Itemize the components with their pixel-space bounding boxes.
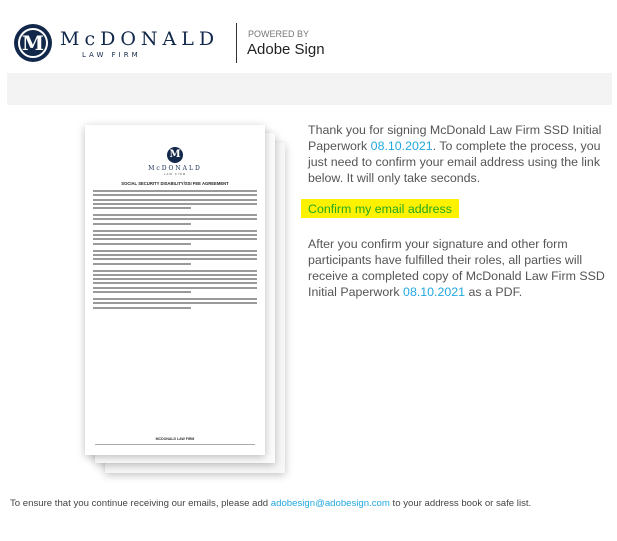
document-text-line bbox=[93, 307, 191, 309]
document-text-line bbox=[93, 287, 257, 289]
document-text-line bbox=[93, 203, 257, 205]
document-paragraph bbox=[93, 190, 257, 209]
document-logo-icon: M bbox=[167, 147, 183, 163]
document-paragraph bbox=[93, 214, 257, 225]
document-page-front bbox=[85, 125, 265, 455]
footer-note: To ensure that you continue receiving our emails, please add adobesign@adobesign.com to your address book or safe list. bbox=[10, 498, 532, 509]
document-text-line bbox=[93, 243, 191, 245]
email-header bbox=[0, 0, 617, 72]
document-paragraph bbox=[93, 250, 257, 265]
document-text-line bbox=[93, 218, 257, 220]
document-paragraph bbox=[93, 230, 257, 245]
document-paragraph bbox=[93, 270, 257, 293]
document-text-line bbox=[93, 278, 257, 280]
document-text-line bbox=[93, 230, 257, 232]
document-text-line bbox=[93, 238, 257, 240]
document-firm-name: McDONALD bbox=[148, 165, 202, 172]
document-text-line bbox=[93, 298, 257, 300]
document-text-line bbox=[93, 263, 191, 265]
adobe-sign-logo: Adobe Sign bbox=[247, 41, 325, 58]
document-text-line bbox=[93, 291, 191, 293]
document-text-line bbox=[93, 190, 257, 192]
agreement-date: 08.10.2021 bbox=[370, 139, 433, 153]
confirm-email-link[interactable]: Confirm my email address bbox=[301, 199, 459, 218]
message-paragraph-1: Thank you for signing McDonald Law Firm SSD Initial Paperwork 08.10.2021. To complete the process, you just need to confirm your email address using the link below. It will only take seconds. bbox=[308, 123, 602, 185]
document-firm-sub: LAW FIRM bbox=[163, 172, 187, 176]
document-text-line bbox=[93, 223, 191, 225]
document-text-line bbox=[93, 274, 257, 276]
document-text-line bbox=[93, 234, 257, 236]
document-text-line bbox=[93, 207, 191, 209]
document-text-line bbox=[93, 194, 257, 196]
mcdonald-logo-icon: M bbox=[14, 24, 52, 62]
document-text-line bbox=[93, 254, 257, 256]
header-band bbox=[7, 73, 612, 105]
logo-name: McDONALD bbox=[60, 28, 220, 50]
document-text-line bbox=[93, 250, 257, 252]
document-text-line bbox=[93, 258, 257, 260]
document-preview bbox=[85, 125, 295, 475]
document-paragraph bbox=[93, 298, 257, 309]
document-text-line bbox=[93, 270, 257, 272]
powered-by-label: POWERED BY bbox=[248, 29, 310, 39]
document-text-line bbox=[93, 199, 257, 201]
document-text-line bbox=[93, 282, 257, 284]
document-body bbox=[93, 190, 257, 309]
document-text-line bbox=[93, 214, 257, 216]
document-title: SOCIAL SECURITY DISABILITY/SSI FEE AGREEMENT bbox=[121, 181, 229, 186]
agreement-date: 08.10.2021 bbox=[403, 285, 466, 299]
adobesign-email-link[interactable]: adobesign@adobesign.com bbox=[270, 498, 390, 509]
document-text-line bbox=[93, 302, 257, 304]
document-footer: MCDONALD LAW FIRM bbox=[155, 437, 195, 441]
header-divider bbox=[236, 23, 237, 63]
document-footer-address bbox=[95, 444, 255, 446]
logo-subtitle: LAW FIRM bbox=[82, 51, 141, 59]
message-paragraph-2: After you confirm your signature and other form participants have fulfilled their roles, all parties will receive a completed copy of McDonald Law Firm SSD Initial Paperwork 08.10.2021 as a PDF. bbox=[308, 237, 605, 299]
